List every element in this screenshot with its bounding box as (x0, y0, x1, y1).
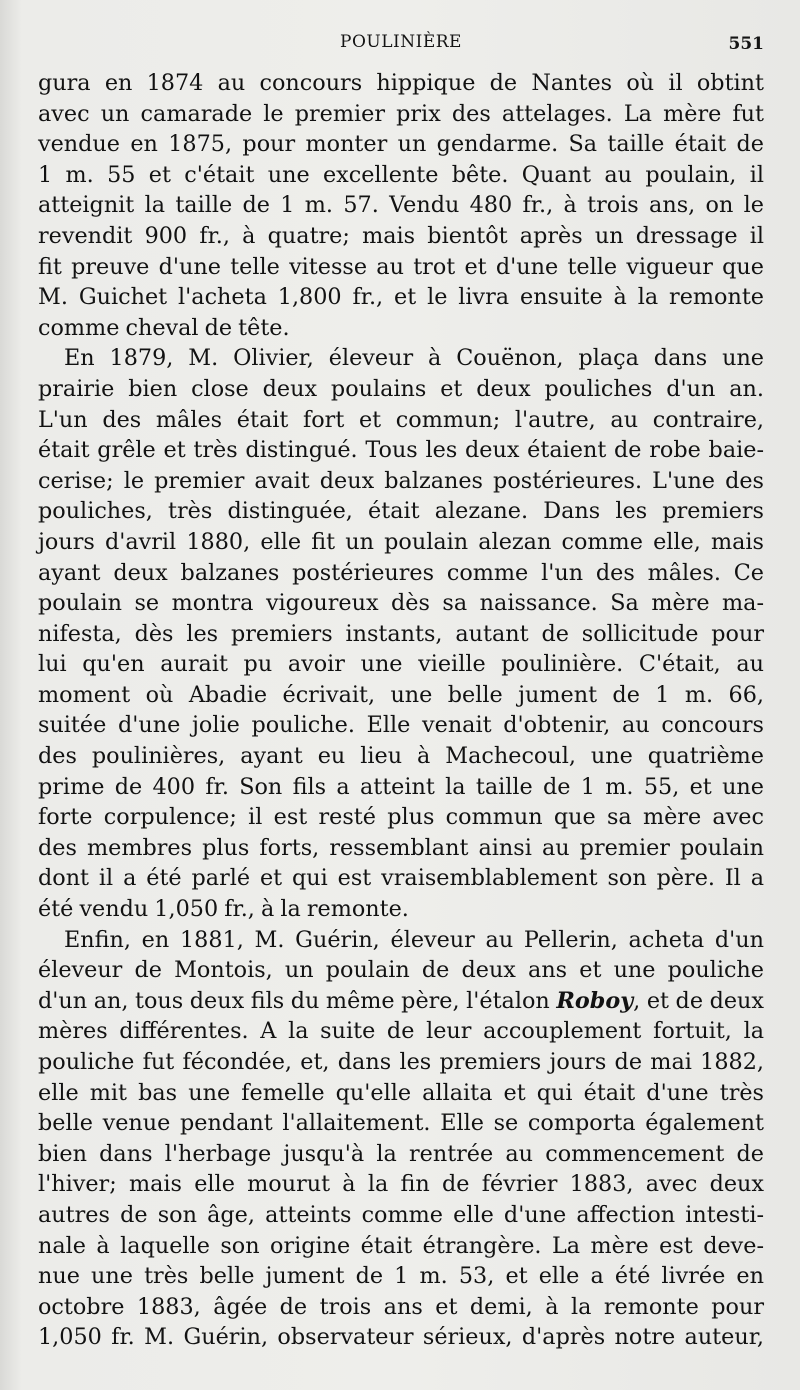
text-line: En 1879, M. Olivier, éleveur à Couënon, plaça dans une (64, 345, 764, 372)
text-line: forte corpulence; il est resté plus commun que sa mère avec (38, 804, 764, 831)
body-text (38, 68, 764, 1353)
text-line: lui qu'en aurait pu avoir une vieille poulinière. C'était, au (38, 651, 764, 678)
text-line: moment où Abadie écrivait, une belle jument de 1 m. 66, (38, 681, 764, 708)
text-line: ayant deux balzanes postérieures comme l'un des mâles. Ce (38, 559, 764, 586)
running-title: POULINIÈRE (340, 32, 462, 52)
text-line: avec un camarade le premier prix des attelages. La mère fut (38, 100, 764, 127)
text-line: belle venue pendant l'allaitement. Elle se comporta également (38, 1110, 764, 1137)
text-line: L'un des mâles était fort et commun; l'autre, au contraire, (38, 406, 764, 433)
text-line: poulain se montra vigoureux dès sa naissance. Sa mère ma- (38, 590, 764, 617)
text-line: Enfin, en 1881, M. Guérin, éleveur au Pellerin, acheta d'un (64, 926, 764, 953)
page-number: 551 (728, 34, 764, 54)
text-line: elle mit bas une femelle qu'elle allaita et qui était d'une très (38, 1079, 764, 1106)
text-line: cerise; le premier avait deux balzanes postérieures. L'une des (38, 467, 764, 494)
text-line: 1,050 fr. M. Guérin, observateur sérieux, d'après notre auteur, (38, 1324, 764, 1351)
text-line: jours d'avril 1880, elle fit un poulain alezan comme elle, mais (38, 528, 764, 555)
text-line: 1 m. 55 et c'était une excellente bête. Quant au poulain, il (38, 161, 764, 188)
text-line: M. Guichet l'acheta 1,800 fr., et le livra ensuite à la remonte (38, 284, 764, 311)
text-line: gura en 1874 au concours hippique de Nantes où il obtint (38, 70, 764, 96)
text-line: bien dans l'herbage jusqu'à la rentrée au commencement de (38, 1140, 764, 1167)
text-line: nifesta, dès les premiers instants, autant de sollicitude pour (38, 620, 764, 647)
text-line: mères différentes. A la suite de leur accouplement fortuit, la (38, 1018, 764, 1045)
text-line: revendit 900 fr., à quatre; mais bientôt après un dressage il (38, 222, 764, 249)
text-line: des poulinières, ayant eu lieu à Machecoul, une quatrième (38, 743, 764, 770)
text-line: autres de son âge, atteints comme elle d'une affection intesti- (38, 1201, 764, 1228)
text-line: éleveur de Montois, un poulain de deux ans et une pouliche (38, 957, 764, 984)
text-line: octobre 1883, âgée de trois ans et demi, à la remonte pour (38, 1293, 764, 1320)
text-fragment: d'un an, tous deux fils du même père, l'étalon (38, 987, 550, 1014)
stallion-name: Roboy (556, 987, 634, 1014)
text-line: nale à laquelle son origine était étrangère. La mère est deve- (38, 1232, 764, 1259)
text-line: pouliches, très distinguée, était alezane. Dans les premiers (38, 498, 764, 525)
text-line: nue une très belle jument de 1 m. 53, et elle a été livrée en (38, 1263, 764, 1290)
text-line: été vendu 1,050 fr., à la remonte. (38, 896, 409, 923)
text-line: prairie bien close deux poulains et deux pouliches d'un an. (38, 375, 764, 402)
page-header (38, 32, 764, 62)
text-line: suitée d'une jolie pouliche. Elle venait d'obtenir, au concours (38, 712, 764, 739)
text-line: des membres plus forts, ressemblant ainsi au premier poulain (38, 834, 764, 861)
text-line: était grêle et très distingué. Tous les deux étaient de robe baie- (38, 437, 764, 464)
text-line: dont il a été parlé et qui est vraisemblablement son père. Il a (38, 865, 764, 892)
text-line: fit preuve d'une telle vitesse au trot et d'une telle vigueur que (38, 253, 764, 280)
text-line: pouliche fut fécondée, et, dans les premiers jours de mai 1882, (38, 1049, 764, 1075)
text-line (38, 986, 764, 1017)
text-line: comme cheval de tête. (38, 314, 290, 341)
text-line: l'hiver; mais elle mourut à la fin de février 1883, avec deux (38, 1171, 764, 1198)
text-fragment: , et de deux (633, 987, 764, 1014)
text-line: atteignit la taille de 1 m. 57. Vendu 480 fr., à trois ans, on le (38, 192, 764, 219)
text-line: vendue en 1875, pour monter un gendarme. Sa taille était de (38, 131, 764, 158)
text-line: prime de 400 fr. Son fils a atteint la taille de 1 m. 55, et une (38, 773, 764, 800)
